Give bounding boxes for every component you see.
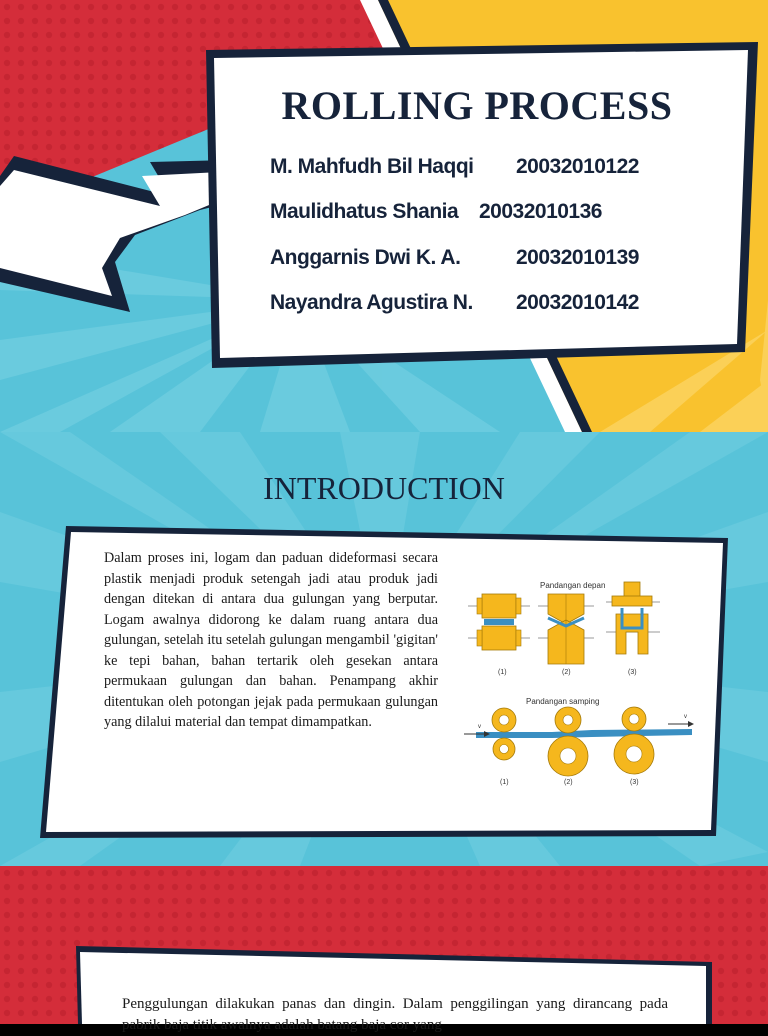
member-id: 20032010139 xyxy=(516,246,639,269)
front-roll-2 xyxy=(538,594,594,664)
member-id: 20032010136 xyxy=(479,200,602,223)
member-name: Nayandra Agustira N. xyxy=(270,291,473,314)
front-view-label: Pandangan depan xyxy=(540,581,606,590)
introduction-slide xyxy=(0,432,768,866)
front-number: (2) xyxy=(562,669,571,676)
member-id: 20032010122 xyxy=(516,155,639,178)
side-rolls xyxy=(464,707,694,776)
side-view-label: Pandangan samping xyxy=(526,697,600,706)
velocity-label: v xyxy=(684,714,687,720)
member-name: Anggarnis Dwi K. A. xyxy=(270,246,461,269)
presentation-title: ROLLING PROCESS xyxy=(281,83,673,128)
front-roll-1 xyxy=(468,594,530,650)
title-slide xyxy=(0,0,768,432)
side-number: (3) xyxy=(630,779,639,786)
side-number: (2) xyxy=(564,779,573,786)
front-number: (1) xyxy=(498,669,507,676)
member-id: 20032010142 xyxy=(516,291,639,314)
rolling-diagram xyxy=(462,574,702,790)
member-name: M. Mahfudh Bil Haqqi xyxy=(270,155,474,178)
front-roll-3 xyxy=(606,582,660,654)
member-name: Maulidhatus Shania xyxy=(270,200,459,223)
third-slide xyxy=(0,866,768,1033)
body-paragraph: Penggulungan dilakukan panas dan dingin. Dalam penggilingan yang dirancang pada pabrik baja titik awalnya adalah batang baja cor yang xyxy=(122,996,668,1033)
velocity-label: v xyxy=(478,724,481,730)
section-title: INTRODUCTION xyxy=(263,470,505,506)
intro-paragraph: Dalam proses ini, logam dan paduan dideformasi secara plastik menjadi produk setengah jadi atau produk jadi dengan ditekan di antara dua gulungan yang berputar. Logam awalnya didorong ke dalam ruang antara dua gulungan, setelah itu setelah gulungan mengambil 'gigitan' ke tepi bahan, bahan tertarik oleh gesekan antara permukaan gulungan dan bahan. Penampang akhir ditentukan oleh potongan jejak pada permukaan gulungan yang dilalui material dan tempat dimampatkan. xyxy=(104,550,438,730)
side-number: (1) xyxy=(500,779,509,786)
front-number: (3) xyxy=(628,669,637,676)
